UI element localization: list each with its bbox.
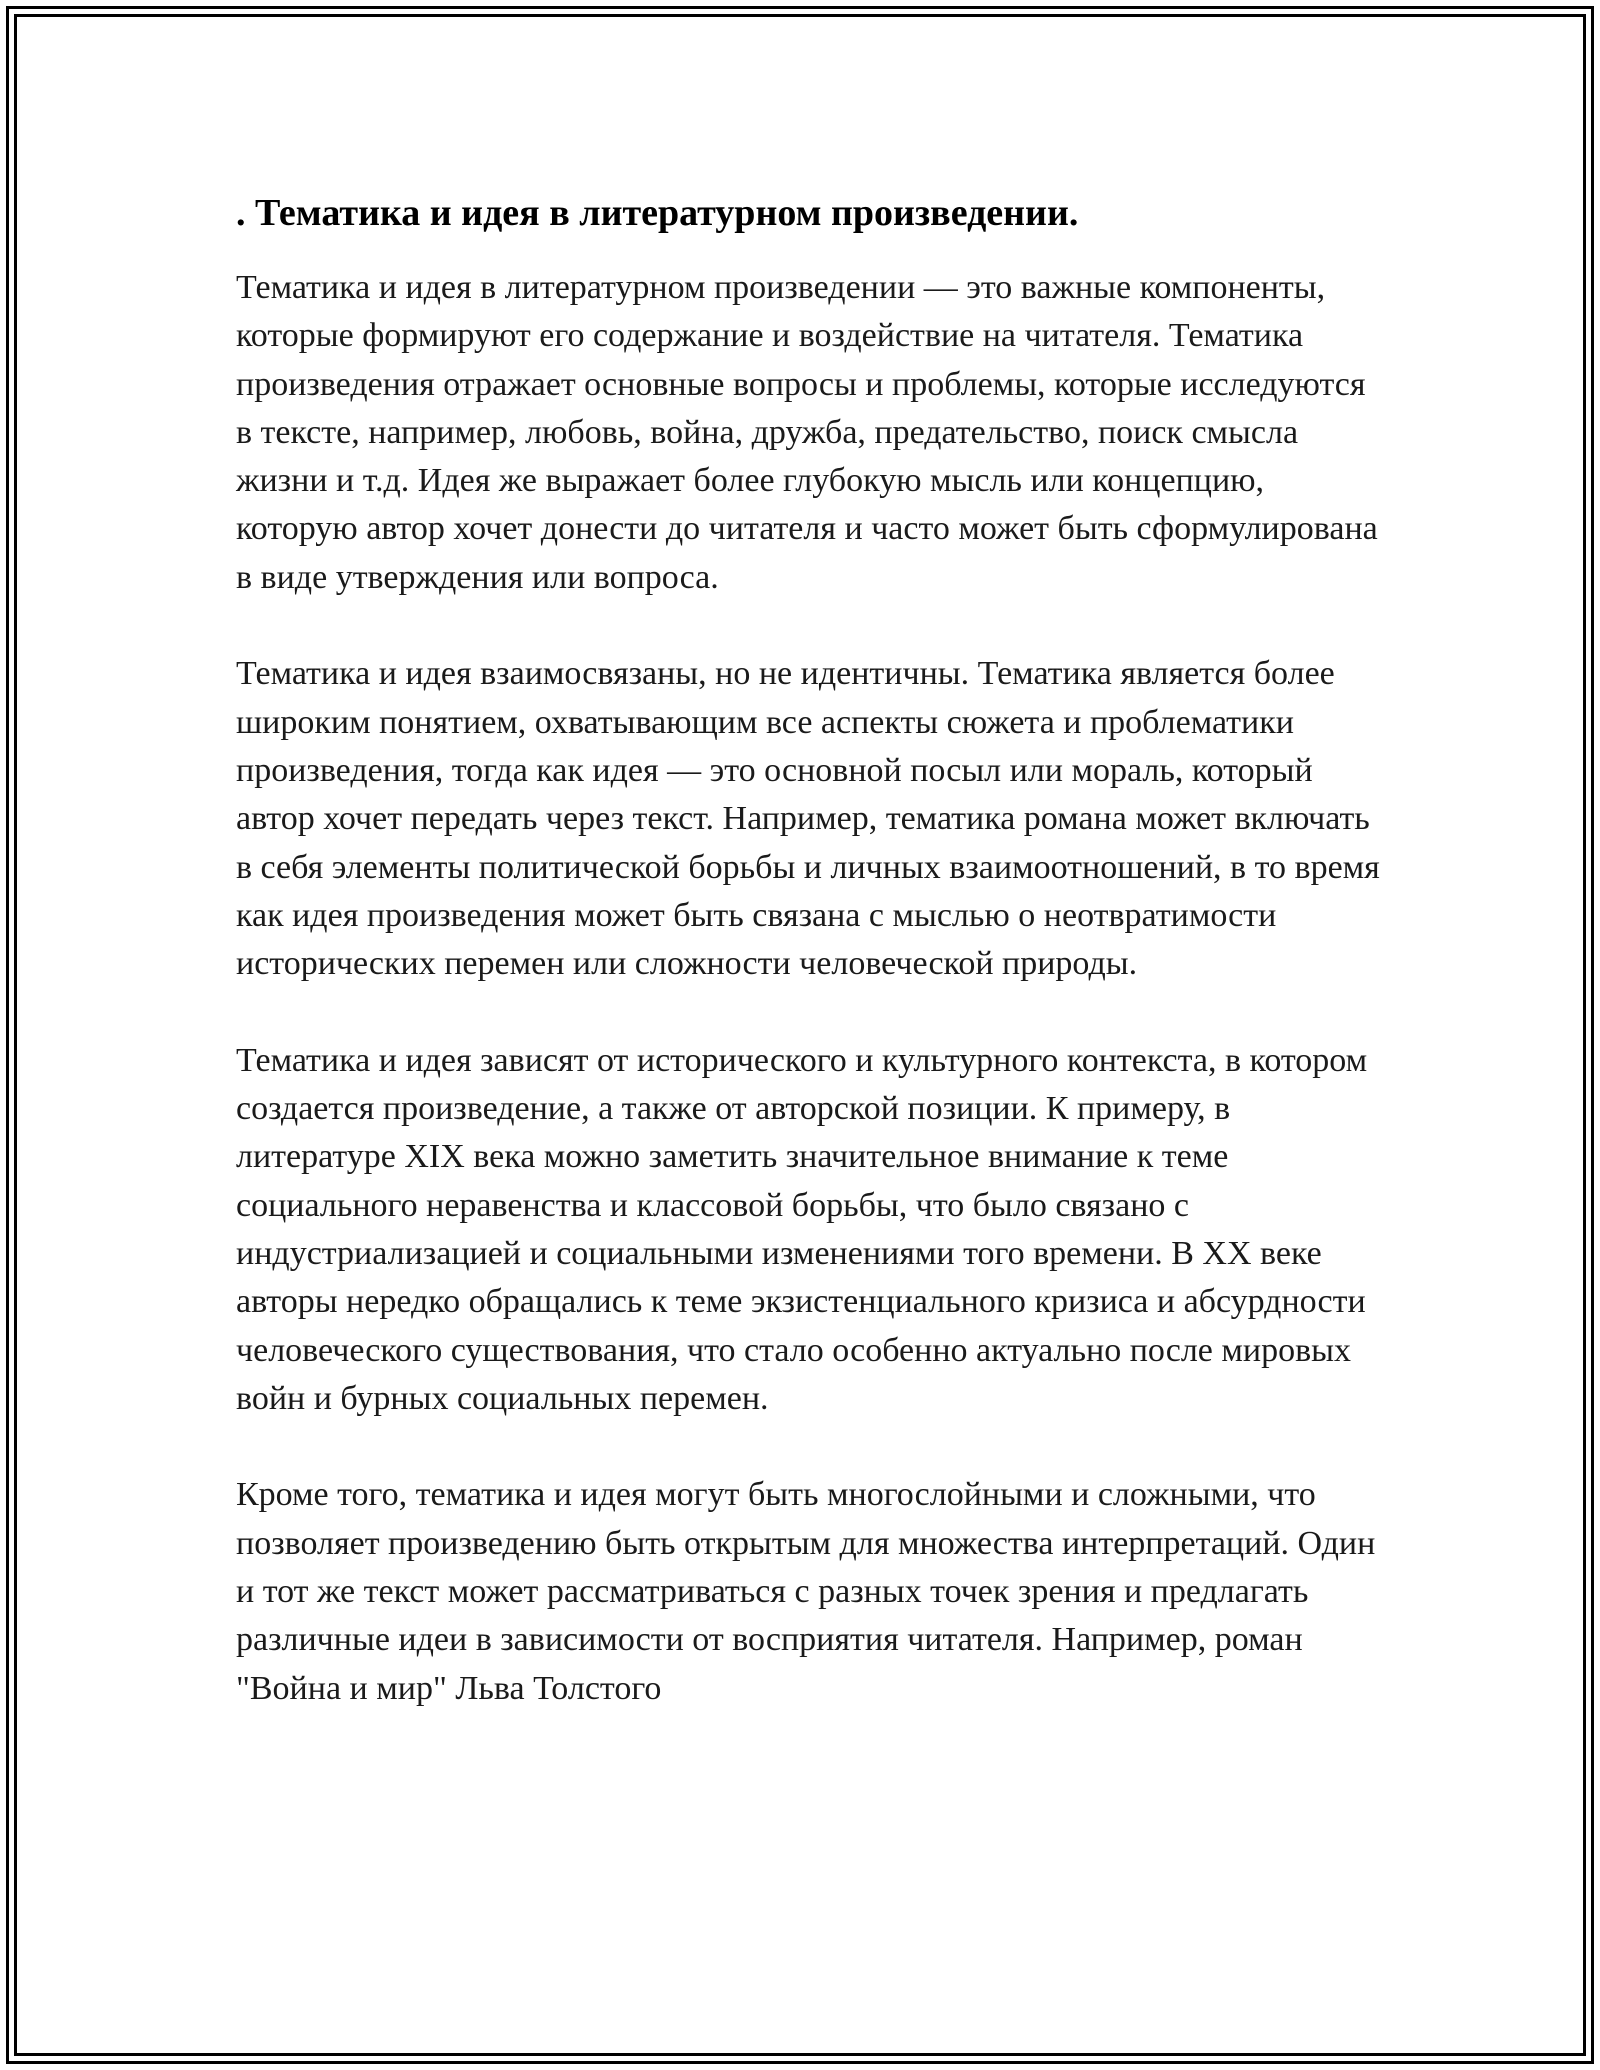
document-title: . Тематика и идея в литературном произведении. (236, 192, 1079, 234)
document-body (236, 186, 1386, 1761)
paragraph-2: Тематика и идея взаимосвязаны, но не идентичны. Тематика является более широким понятием, охватывающим все аспекты сюжета и проблематики произведения, тогда как идея — это основной посыл или мораль, который автор хочет передать через текст. Например, тематика романа может включать в себя элементы политической борьбы и личных взаимоотношений, в то время как идея произведения может быть связана с мыслью о неотвратимости исторических перемен или сложности человеческой природы. (236, 655, 1380, 983)
paragraph-4: Кроме того, тематика и идея могут быть многослойными и сложными, что позволяет произведению быть открытым для множества интерпретаций. Один и тот же текст может рассматриваться с разных точек зрения и предлагать различные идеи в зависимости от восприятия читателя. Например, роман "Война и мир" Льва Толстого (236, 1476, 1376, 1707)
paragraph-1: Тематика и идея в литературном произведении — это важные компоненты, которые формируют его содержание и воздействие на читателя. Тематика произведения отражает основные вопросы и проблемы, которые исследуются в тексте, например, любовь, война, дружба, предательство, поиск смысла жизни и т.д. Идея же выражает более глубокую мысль или концепцию, которую автор хочет донести до читателя и часто может быть сформулирована в виде утверждения или вопроса. (236, 269, 1378, 596)
paragraph-3: Тематика и идея зависят от исторического и культурного контекста, в котором создается произведение, а также от авторской позиции. К примеру, в литературе XIX века можно заметить значительное внимание к теме социального неравенства и классовой борьбы, что было связано с индустриализацией и социальными изменениями того времени. В XX веке авторы нередко обращались к теме экзистенциального кризиса и абсурдности человеческого существования, что стало особенно актуально после мировых войн и бурных социальных перемен. (236, 1041, 1368, 1417)
